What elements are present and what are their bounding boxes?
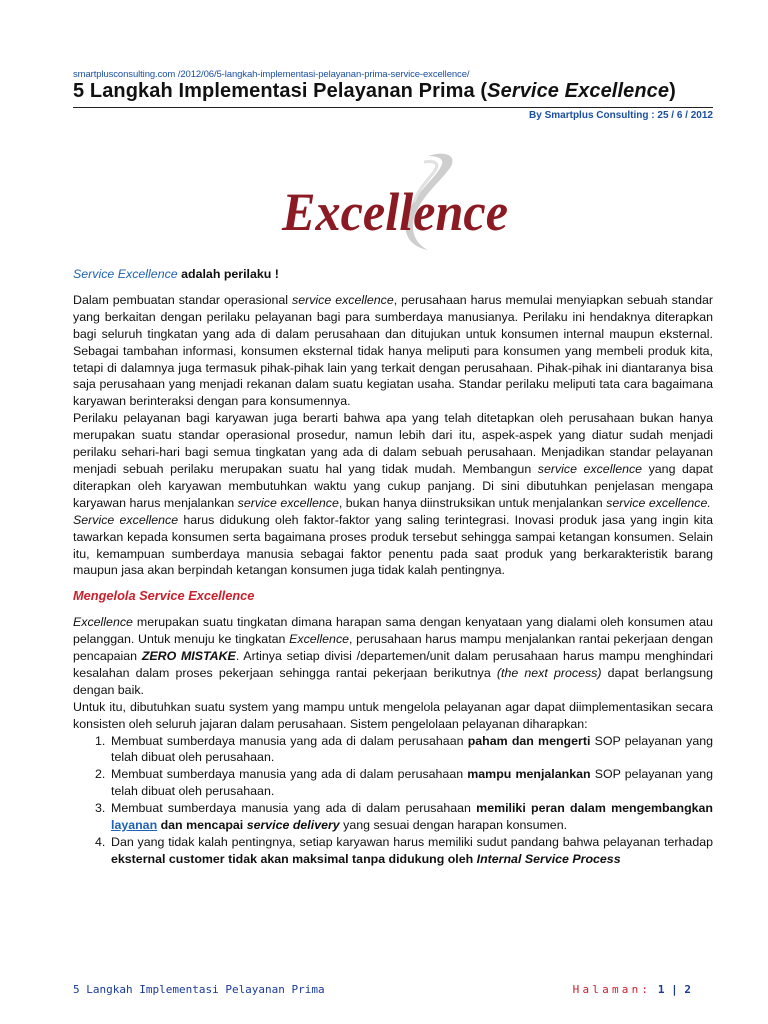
- section2-heading: Mengelola Service Excellence: [73, 588, 255, 604]
- title-divider: [73, 107, 713, 108]
- excellence-logo: [278, 150, 514, 255]
- section1-heading: Service Excellence adalah perilaku !: [73, 267, 279, 281]
- document-body: [73, 266, 713, 868]
- list-item: 3. Membuat sumberdaya manusia yang ada di dalam perusahaan memiliki peran dalam mengembangkan layanan dan mencapai service delivery yang sesuai dengan harapan konsumen.: [95, 801, 714, 833]
- paragraph: Untuk itu, dibutuhkan suatu system yang mampu untuk mengelola pelayanan agar dapat diimplementasikan secara konsisten oleh seluruh jajaran dalam perusahaan. Sistem pengelolaan pelayanan diharapkan:: [73, 699, 713, 731]
- document-title: [73, 80, 676, 103]
- paragraph: Dalam pembuatan standar operasional service excellence, perusahaan harus memulai menyiapkan sebuah standar yang berkaitan dengan perilaku pelayanan bagi para sumberdaya manusianya. Perilaku ini hendaknya diterapkan bagi seluruh tingkatan yang ada di dalam perusahaan dan ditujukan untuk konsumen internal maupun eksternal. Sebagai tambahan informasi, konsumen eksternal tidak hanya meliputi para konsumen yang membeli produk kita, tetapi di dalamnya juga termasuk pihak-pihak lain yang terkait dengan perusahaan. Pihak-pihak ini diantaranya bisa saja perusahaan yang menjadi rekanan dalam suatu kegiatan usaha. Standar perilaku meliputi tata cara bagaimana karyawan berinteraksi dengan para konsumennya.: [73, 292, 713, 409]
- list-item: 4. Dan yang tidak kalah pentingnya, setiap karyawan harus memiliki sudut pandang bahwa pelayanan terhadap eksternal customer tidak akan maksimal tanpa didukung oleh Internal Service Process: [95, 835, 713, 866]
- title-main: 5 Langkah Implementasi Pelayanan Prima (: [73, 80, 488, 102]
- title-italic: Service Excellence: [487, 80, 670, 102]
- title-end: ): [669, 80, 676, 102]
- footer-title: 5 Langkah Implementasi Pelayanan Prima: [73, 983, 325, 996]
- source-url[interactable]: smartplusconsulting.com /2012/06/5-langkah-implementasi-pelayanan-prima-service-excellence/: [73, 69, 470, 80]
- page-indicator: Halaman: 1 | 2: [572, 983, 691, 996]
- paragraph: Perilaku pelayanan bagi karyawan juga berarti bahwa apa yang telah ditetapkan oleh perusahaan bukan hanya merupakan suatu standar operasional prosedur, namun lebih dari itu, aspek-aspek yang diatur sudah menjadi perilaku sehari-hari bagi semua tingkatan yang ada di dalam sebuah perusahaan. Menjadikan standar pelayanan menjadi sebuah perilaku merupakan suatu hal yang tidak mudah. Membangun service excellence yang dapat diterapkan oleh karyawan membutuhkan waktu yang cukup panjang. Di sini dibutuhkan penjelasan mengapa karyawan harus menjalankan service excellence, bukan hanya diinstruksikan untuk menjalankan service excellence.: [73, 411, 713, 510]
- numbered-list: [73, 733, 713, 868]
- paragraph: Excellence merupakan suatu tingkatan dimana harapan sama dengan kenyataan yang dialami oleh konsumen atau pelanggan. Untuk menuju ke tingkatan Excellence, perusahaan harus mampu menjalankan rantai pekerjaan dengan pencapaian ZERO MISTAKE. Artinya setiap divisi /departemen/unit dalam perusahaan harus mampu menghindari kesalahan dalam proses pekerjaan sehingga rantai pekerjaan berikutnya (the next process) dapat berlangsung dengan baik.: [73, 615, 714, 697]
- layanan-link[interactable]: layanan: [111, 818, 158, 833]
- list-item: 1. Membuat sumberdaya manusia yang ada di dalam perusahaan paham dan mengerti SOP pelayanan yang telah dibuat oleh perusahaan.: [95, 733, 713, 765]
- logo-text: Excellence: [281, 182, 508, 242]
- paragraph: Service excellence harus didukung oleh faktor-faktor yang saling terintegrasi. Inovasi produk jasa yang ingin kita tawarkan kepada konsumen serta bagaimana proses produk tersebut sehingga sampai ketangan konsumen. Selain itu, kemampuan sumberdaya manusia sebagai faktor penentu pada saat produk yang berkarakteristik barang maupun jasa akan berpindah ketangan konsumen juga tidak kalah pentingnya.: [73, 512, 713, 578]
- list-item: 2. Membuat sumberdaya manusia yang ada di dalam perusahaan mampu menjalankan SOP pelayanan yang telah dibuat oleh perusahaan.: [95, 767, 713, 799]
- byline: By Smartplus Consulting : 25 / 6 / 2012: [529, 110, 713, 121]
